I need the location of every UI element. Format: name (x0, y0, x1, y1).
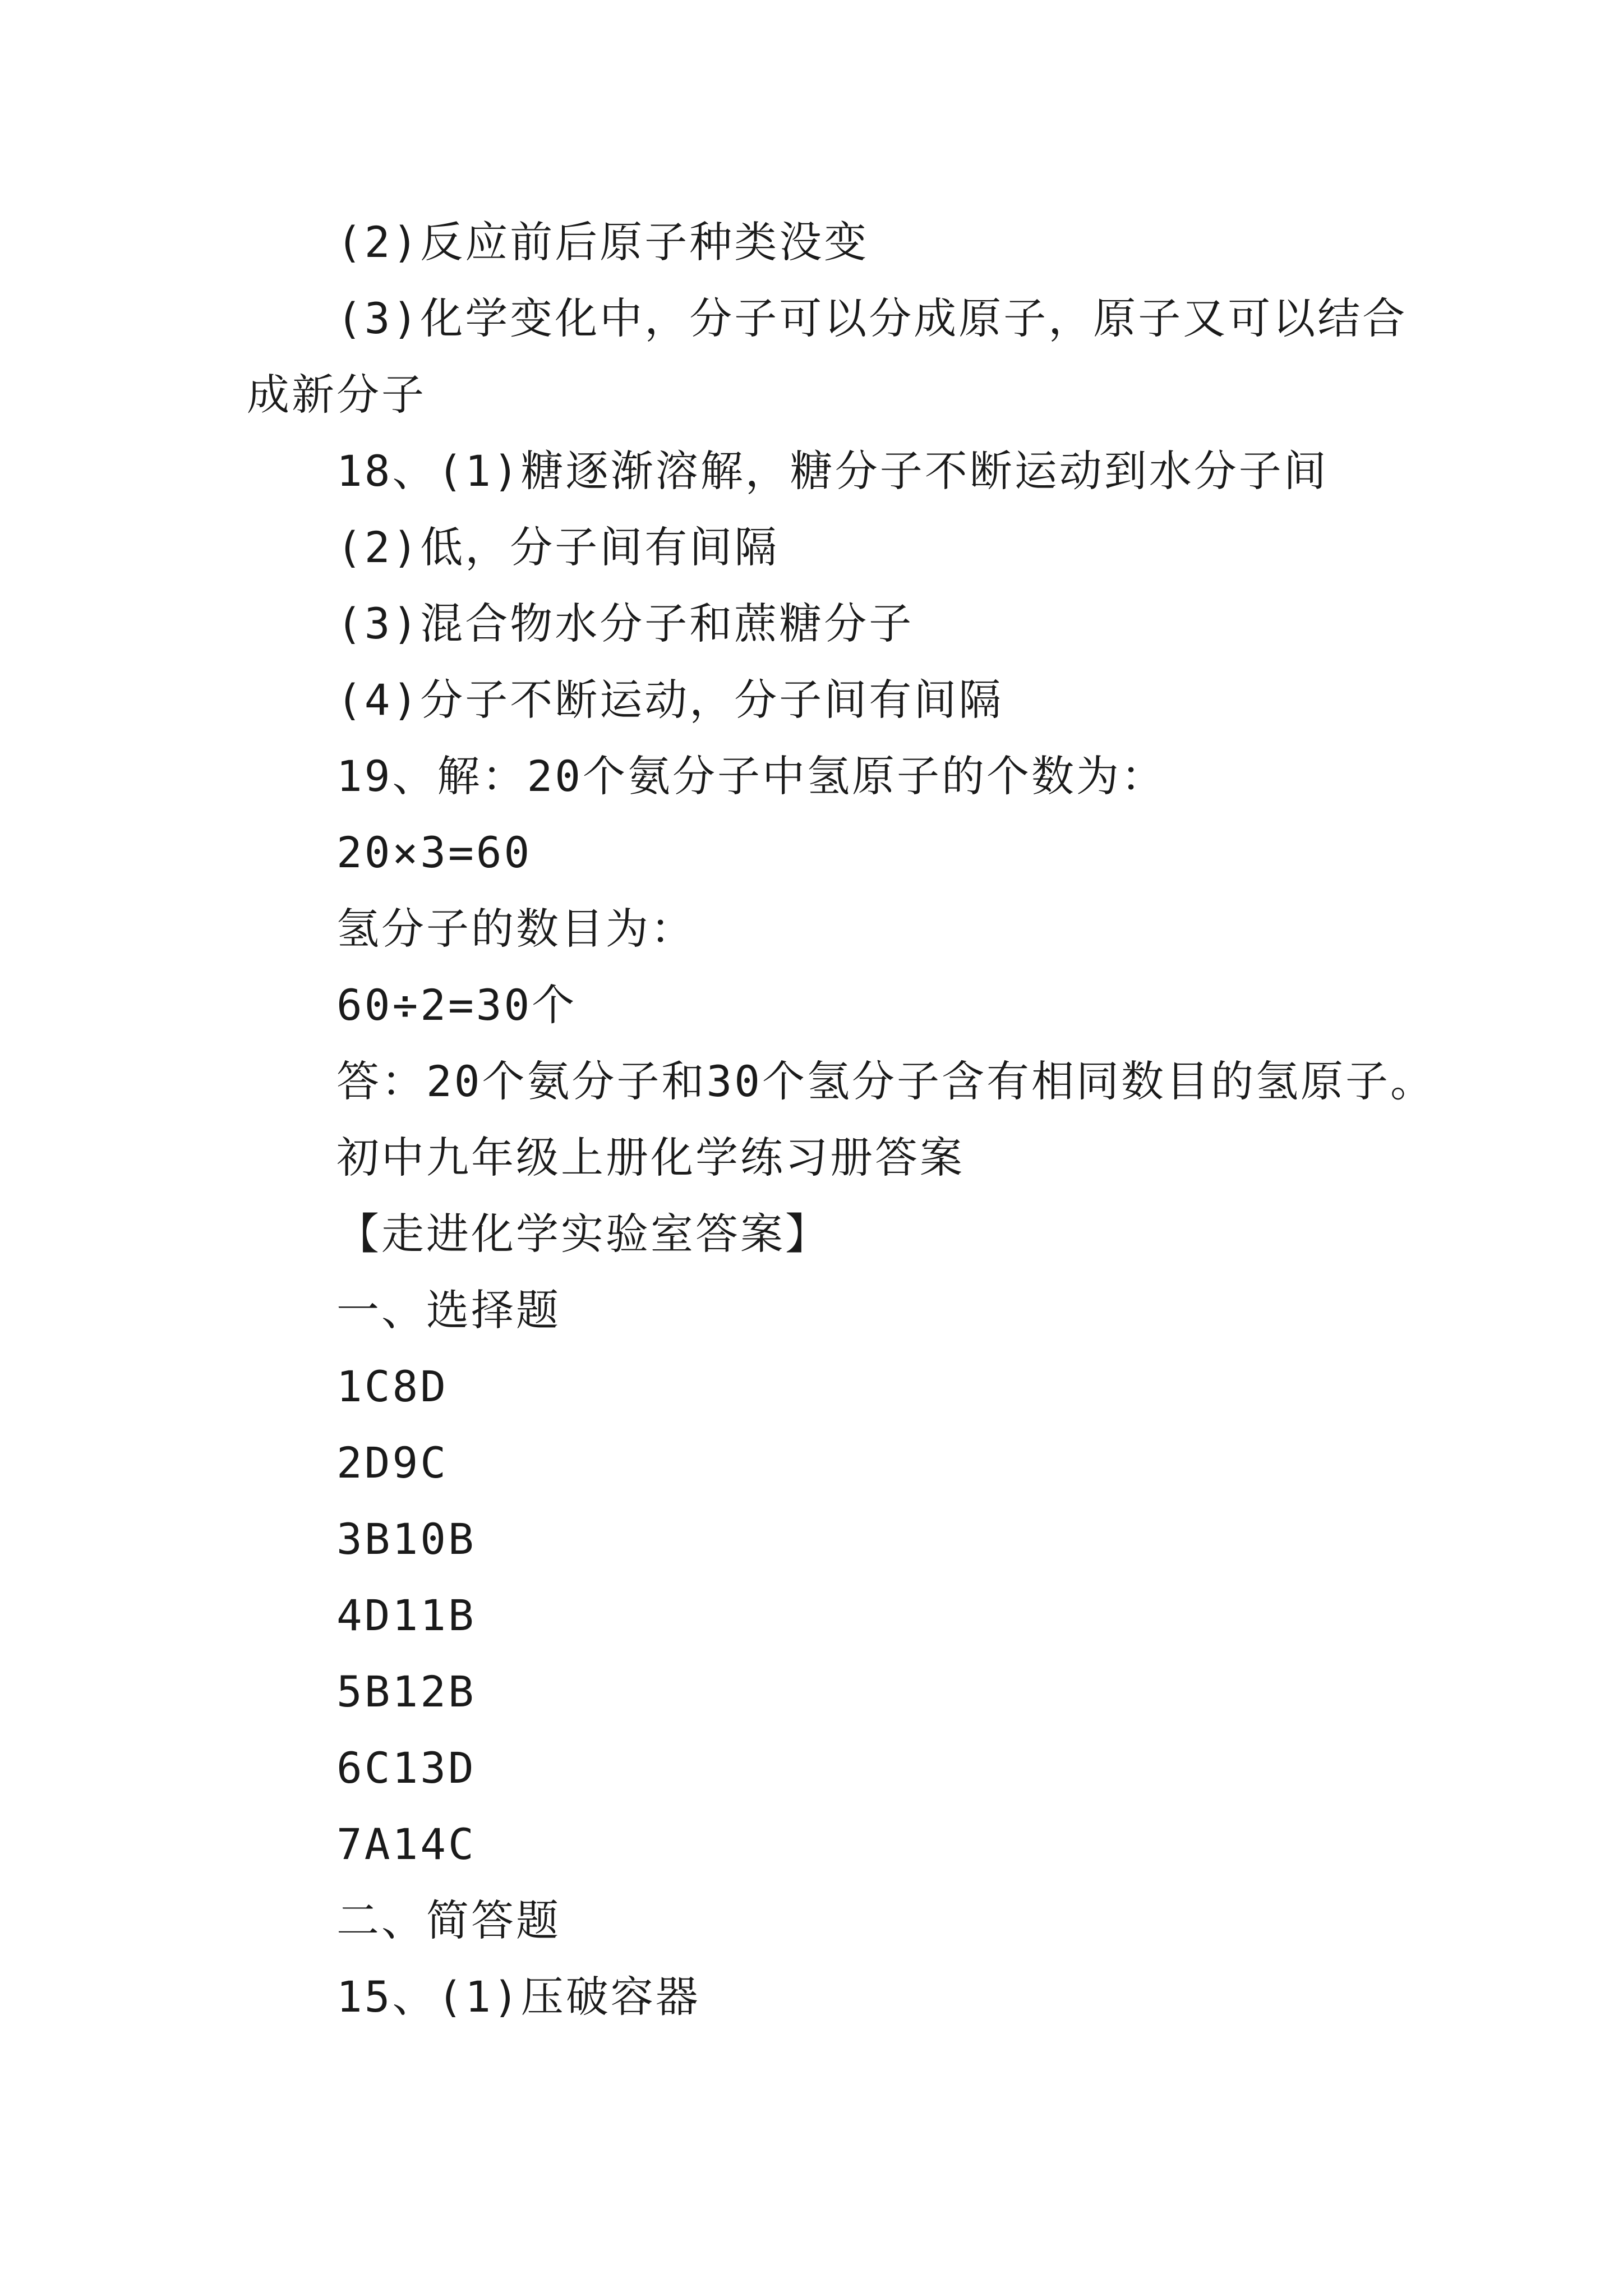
answer-line: (2)反应前后原子种类没变 (336, 217, 869, 267)
section-heading: 【走进化学实验室答案】 (336, 1209, 830, 1259)
answer-line: (2)低，分子间有间隔 (336, 522, 780, 572)
answer-line: 氢分子的数目为： (336, 904, 695, 954)
answer-line: 3B10B (336, 1514, 476, 1564)
answer-line: (3)化学变化中，分子可以分成原子，原子又可以结合 (336, 293, 1408, 343)
answer-line: 2D9C (336, 1438, 449, 1488)
answer-line: 5B12B (336, 1667, 476, 1717)
answer-line: 15、(1)压破容器 (336, 1972, 700, 2022)
answer-line: 7A14C (336, 1819, 476, 1869)
answer-line: 19、解：20个氨分子中氢原子的个数为： (336, 751, 1166, 801)
answer-line: 18、(1)糖逐渐溶解，糖分子不断运动到水分子间 (336, 446, 1329, 496)
section-heading: 初中九年级上册化学练习册答案 (336, 1133, 965, 1182)
answer-line: 60÷2=30个 (336, 980, 577, 1030)
answer-line: 1C8D (336, 1361, 449, 1411)
answer-line: (4)分子不断运动，分子间有间隔 (336, 675, 1004, 725)
answer-line: 4D11B (336, 1590, 476, 1640)
answer-line: 答：20个氨分子和30个氢分子含有相同数目的氢原子。 (336, 1056, 1436, 1106)
answer-line: (3)混合物水分子和蔗糖分子 (336, 599, 914, 648)
answer-line: 6C13D (336, 1743, 476, 1793)
section-heading: 二、简答题 (336, 1895, 561, 1945)
answer-line: 成新分子 (247, 370, 426, 420)
answer-line: 20×3=60 (336, 827, 532, 877)
section-heading: 一、选择题 (336, 1285, 561, 1335)
